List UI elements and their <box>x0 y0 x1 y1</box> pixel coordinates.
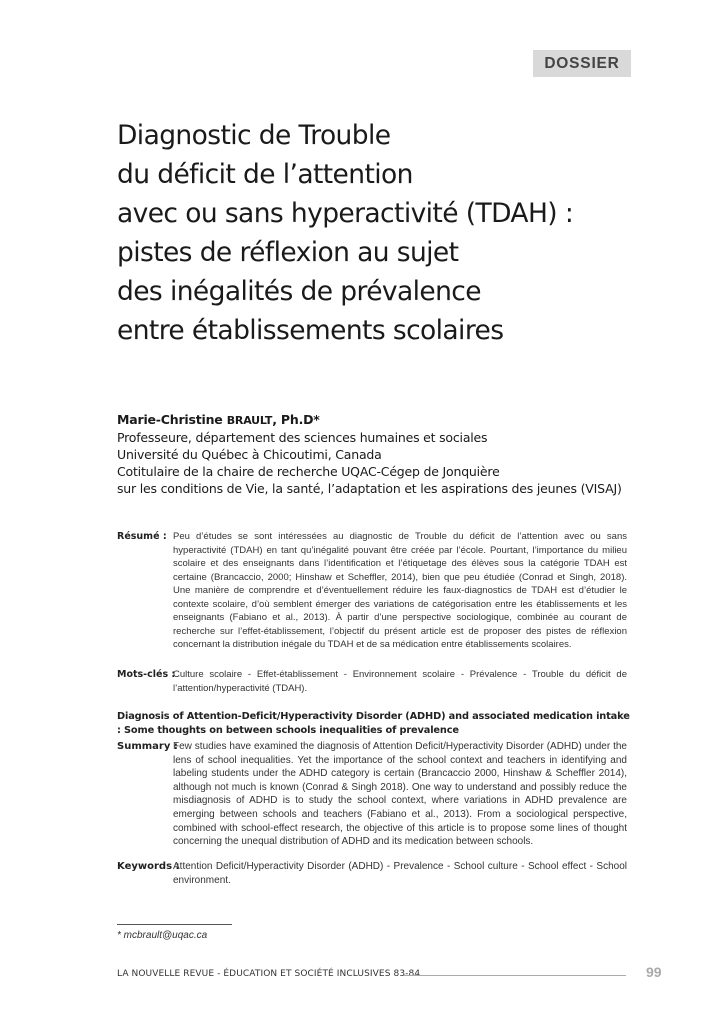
english-title: Diagnosis of Attention-Deficit/Hyperactivity Disorder (ADHD) and associated medication intake : Some thoughts on between schools inequalities of prevalence <box>117 711 630 736</box>
title-line: avec ou sans hyperactivité (TDAH) : <box>117 198 574 229</box>
summary-label: Summary : <box>117 741 178 752</box>
keywords-text: Attention Deficit/Hyperactivity Disorder (ADHD) - Prevalence - School culture - School effect - School environment. <box>173 861 627 886</box>
summary-text: Few studies have examined the diagnosis of Attention Deficit/Hyperactivity Disorder (ADHD) under the lens of school inequalities. Yet the importance of the school context and teachers in identifying and labeling students under the ADHD category is certain (Brancaccio 2000, Hinshaw & Scheffler 2014), although not much is known (Conrad & Singh 2018). One way to understand and possibly reduce the misdiagnosis of ADHD is to study the school context, where variations in ADHD prevalence are emerging between schools and teachers (Fabiano et al., 2013). From a sociological perspective, combined with school-effect research, the objective of this article is to propose some lines of thought concerning the unequal distribution of ADHD and its medication between schools. <box>173 741 627 848</box>
title-line: entre établissements scolaires <box>117 315 504 346</box>
resume-label: Résumé : <box>117 531 167 542</box>
journal-footer: LA NOUVELLE REVUE - ÉDUCATION ET SOCIÉTÉ INCLUSIVES 83-84 <box>117 969 421 979</box>
article-title <box>117 116 637 350</box>
section-badge: DOSSIER <box>533 50 631 77</box>
author-first-name: Marie-Christine <box>117 412 227 427</box>
mots-cles-label: Mots-clés : <box>117 669 176 680</box>
author-affiliation: Professeure, département des sciences humaines et sociales <box>117 430 488 445</box>
title-line: des inégalités de prévalence <box>117 276 481 307</box>
author-block <box>117 411 677 497</box>
author-name <box>117 411 677 429</box>
title-line: du déficit de l’attention <box>117 159 413 190</box>
author-last-name: BRAULT <box>226 414 273 427</box>
title-line: pistes de réflexion au sujet <box>117 237 459 268</box>
author-affiliation: Cotitulaire de la chaire de recherche UQAC-Cégep de Jonquière <box>117 464 500 479</box>
keywords-label: Keywords : <box>117 861 180 872</box>
mots-cles-text: Culture scolaire - Effet-établissement - Environnement scolaire - Prévalence - Trouble du déficit de l’attention/hyperactivité (TDAH). <box>173 669 627 694</box>
footnote-divider <box>117 924 232 925</box>
author-suffix: , Ph.D* <box>272 412 320 427</box>
author-affiliation: sur les conditions de Vie, la santé, l’adaptation et les aspirations des jeunes (VISAJ) <box>117 481 622 496</box>
author-affiliation: Université du Québec à Chicoutimi, Canada <box>117 447 382 462</box>
title-line: Diagnostic de Trouble <box>117 120 391 151</box>
footer-divider <box>404 975 626 976</box>
page-number: 99 <box>646 964 662 980</box>
resume-text: Peu d’études se sont intéressées au diagnostic de Trouble du déficit de l’attention avec ou sans hyperactivité (TDAH) en tant qu’inégalité pouvant être créée par l’école. Pourtant, l’importance du milieu scolaire et des enseignants dans l’identification et l’étiquetage des élèves sous la catégorie TDAH est certaine (Brancaccio, 2000; Hinshaw et Scheffler, 2014), bien que peu étudiée (Conrad et Singh, 2018). Une manière de comprendre et d’éventuellement réduire les faux-diagnostics de TDAH est d’étudier le contexte scolaire, d’où semblent émerger des variations de catégorisation entre les établissements et les enseignants (Fabiano et al., 2013). À partir d’une perspective sociologique, combinée au courant de recherche sur l’effet-établissement, l’objectif du présent article est de proposer des pistes de réflexion concernant la distribution inégale du TDAH et de sa médication entre établissements scolaires. <box>173 531 627 650</box>
footnote-email: * mcbrault@uqac.ca <box>117 930 208 941</box>
